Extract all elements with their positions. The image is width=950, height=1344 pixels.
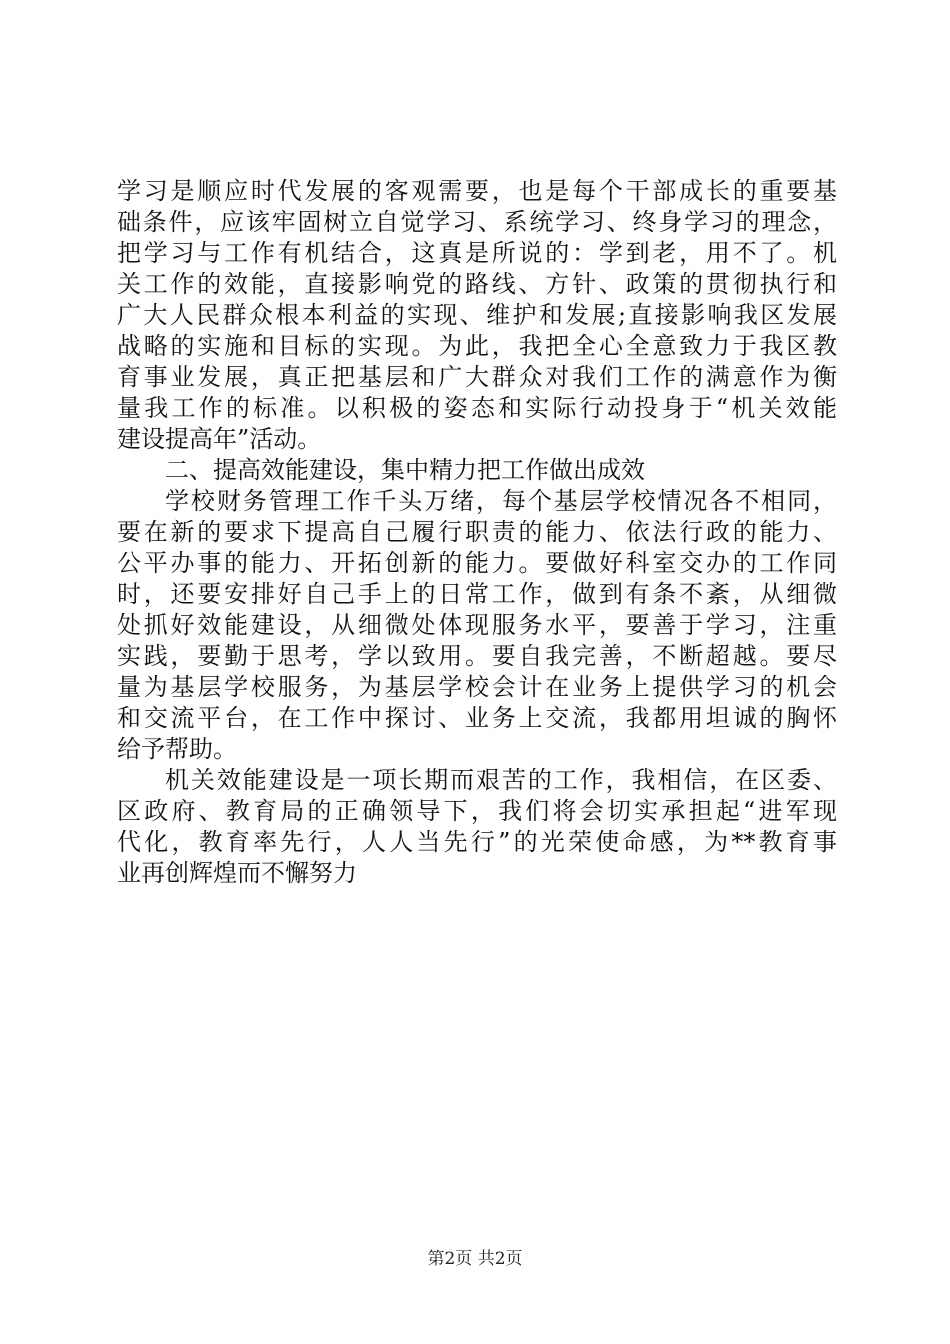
- text-line: 实践，要勤于思考，学以致用。要自我完善，不断超越。要尽: [117, 642, 837, 670]
- text-line: 要在新的要求下提高自己履行职责的能力、依法行政的能力、: [117, 518, 837, 546]
- page-number: 第2页 共2页: [427, 1249, 523, 1269]
- text-line: 育事业发展，真正把基层和广大群众对我们工作的满意作为衡: [117, 363, 837, 391]
- text-line: 公平办事的能力、开拓创新的能力。要做好科室交办的工作同: [117, 549, 837, 577]
- text-line: 机关效能建设是一项长期而艰苦的工作，我相信，在区委、: [165, 766, 837, 794]
- text-line: 学校财务管理工作千头万绪，每个基层学校情况各不相同，: [165, 487, 837, 515]
- text-line: 给予帮助。: [117, 735, 237, 763]
- text-line: 建设提高年”活动。: [117, 425, 322, 453]
- text-line: 把学习与工作有机结合，这真是所说的：学到老，用不了。机: [117, 239, 837, 267]
- document-body: [117, 176, 837, 889]
- page-footer: [0, 1244, 950, 1269]
- text-line: 时，还要安排好自己手上的日常工作，做到有条不紊，从细微: [117, 580, 837, 608]
- text-line: 战略的实施和目标的实现。为此，我把全心全意致力于我区教: [117, 332, 837, 360]
- text-line: 业再创辉煌而不懈努力: [117, 859, 357, 887]
- text-line: 区政府、教育局的正确领导下，我们将会切实承担起“进军现: [117, 797, 837, 825]
- text-line: 学习是顺应时代发展的客观需要，也是每个干部成长的重要基: [117, 177, 837, 205]
- text-line: 和交流平台，在工作中探讨、业务上交流，我都用坦诚的胸怀: [117, 704, 837, 732]
- text-line: 处抓好效能建设，从细微处体现服务水平，要善于学习，注重: [117, 611, 837, 639]
- text-line: 关工作的效能，直接影响党的路线、方针、政策的贯彻执行和: [117, 270, 837, 298]
- text-line: 量为基层学校服务，为基层学校会计在业务上提供学习的机会: [117, 673, 837, 701]
- text-line: 广大人民群众根本利益的实现、维护和发展;直接影响我区发展: [117, 301, 837, 329]
- section-heading: 二、提高效能建设，集中精力把工作做出成效: [165, 456, 645, 484]
- text-line: 代化，教育率先行，人人当先行”的光荣使命感，为**教育事: [117, 828, 837, 856]
- text-line: 量我工作的标准。以积极的姿态和实际行动投身于“机关效能: [117, 394, 837, 422]
- text-line: 础条件，应该牢固树立自觉学习、系统学习、终身学习的理念，: [117, 208, 837, 236]
